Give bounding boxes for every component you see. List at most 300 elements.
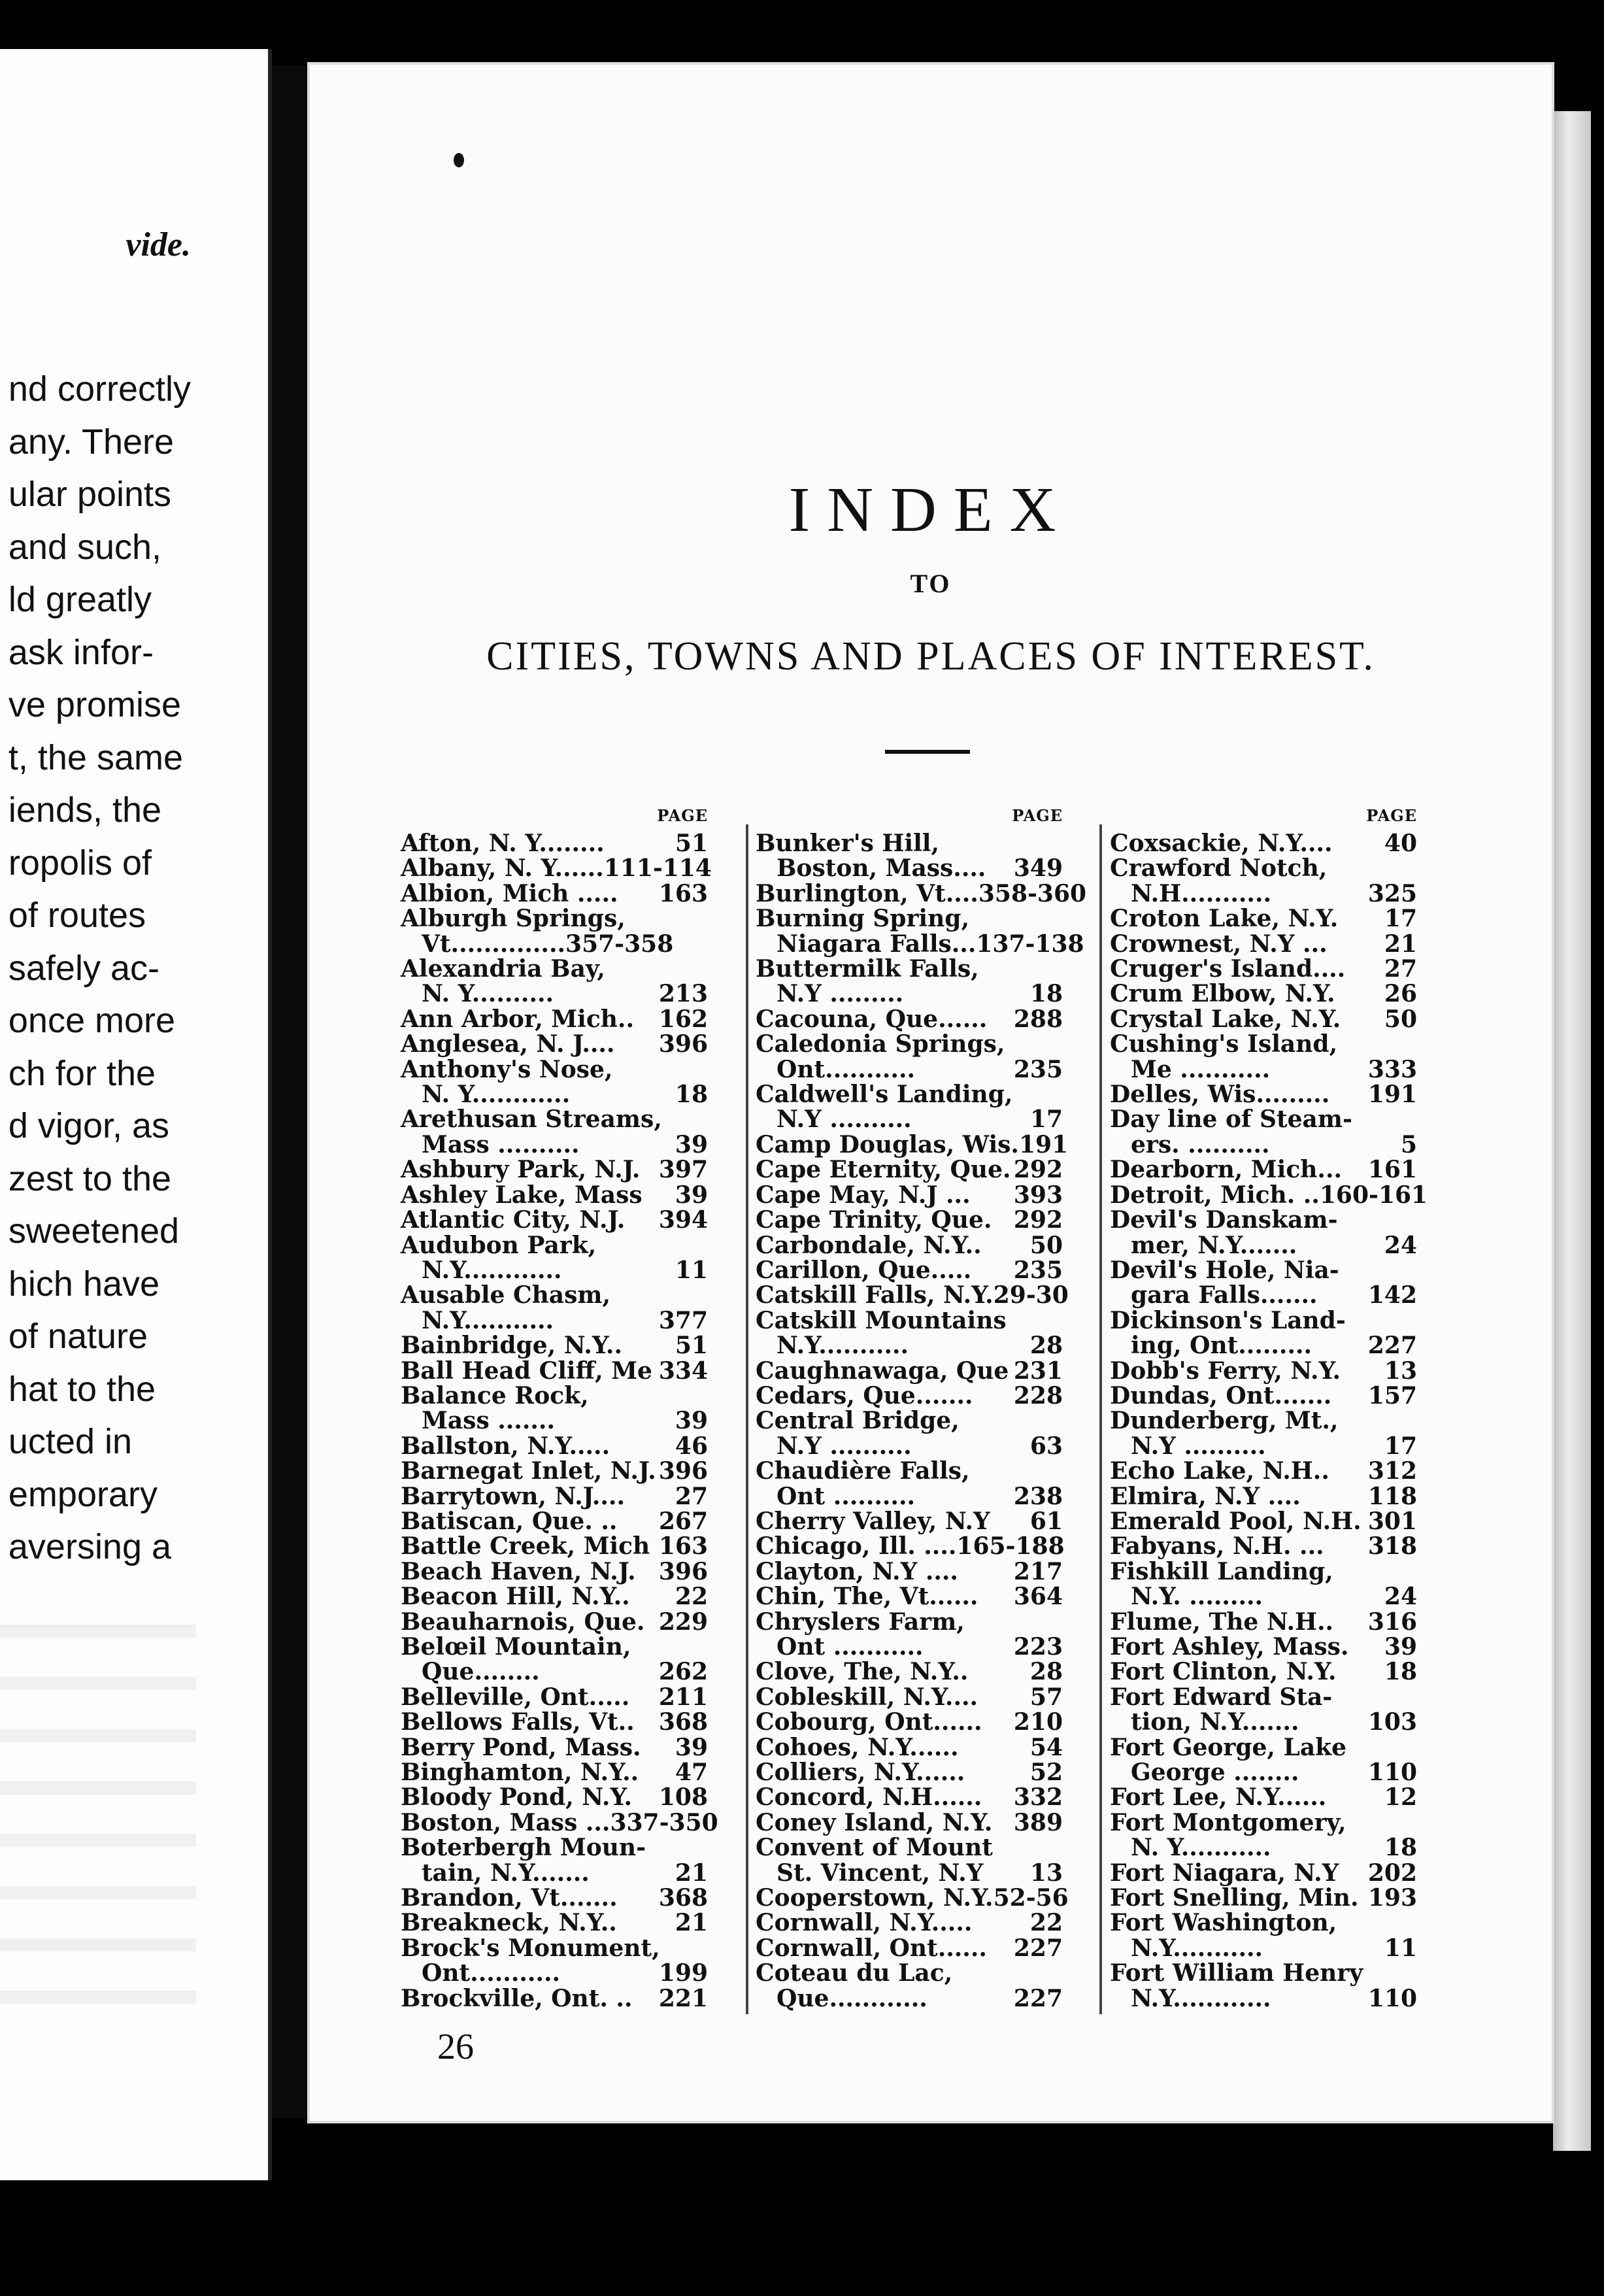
index-entry-name: Burning Spring, bbox=[756, 905, 969, 933]
index-entry bbox=[756, 1610, 1063, 1634]
index-entry-page: 318 bbox=[1367, 1532, 1417, 1561]
index-entry-page: 51 bbox=[675, 830, 708, 857]
index-entry-name: Albany, N. Y......111-114 bbox=[401, 854, 712, 883]
index-entry bbox=[756, 1207, 1063, 1232]
index-entry bbox=[401, 1559, 708, 1584]
index-entry-page: 18 bbox=[1384, 1658, 1417, 1686]
index-entry bbox=[756, 1659, 1063, 1684]
ink-mark bbox=[454, 153, 464, 167]
index-entry bbox=[401, 1057, 708, 1082]
index-entry bbox=[756, 856, 1063, 881]
index-entry-name: Anthony's Nose, bbox=[401, 1055, 613, 1083]
index-entry bbox=[756, 1861, 1063, 1885]
index-entry-name: Afton, N. Y........ bbox=[401, 830, 605, 857]
index-entry bbox=[1110, 1157, 1417, 1182]
index-entry bbox=[401, 1986, 708, 2011]
index-entry-page: 227 bbox=[1013, 1934, 1063, 1962]
index-entry-page: 110 bbox=[1367, 1984, 1417, 2012]
index-entry-name: Dickinson's Land- bbox=[1110, 1306, 1346, 1334]
index-entry bbox=[401, 1183, 708, 1207]
left-page-line: ch for the bbox=[8, 1053, 156, 1093]
index-entry-page: 18 bbox=[1029, 980, 1063, 1008]
index-entry bbox=[756, 1986, 1063, 2011]
index-entry-name: Elmira, N.Y .... bbox=[1110, 1482, 1301, 1510]
index-entry-name: Caughnawaga, Que bbox=[756, 1357, 1009, 1385]
index-entry bbox=[756, 1130, 1069, 1158]
index-entry bbox=[401, 1233, 708, 1258]
index-entry-name: Cherry Valley, N.Y bbox=[756, 1507, 990, 1535]
index-entry-name: Flume, The N.H.. bbox=[1110, 1608, 1334, 1636]
index-entry bbox=[1110, 906, 1417, 931]
index-entry-name: Cape Eternity, Que. bbox=[756, 1156, 1011, 1184]
index-entry bbox=[401, 1634, 708, 1659]
left-page-line: once more bbox=[8, 1001, 176, 1040]
index-entry-page: 142 bbox=[1367, 1281, 1417, 1309]
index-entry-name: Me ........... bbox=[1131, 1055, 1271, 1083]
index-entry-name: Day line of Steam- bbox=[1110, 1106, 1352, 1134]
column-divider bbox=[1099, 824, 1102, 2014]
index-entry bbox=[756, 1810, 1063, 1835]
index-entry-page: 22 bbox=[1029, 1909, 1063, 1937]
index-entry-name: Bunker's Hill, bbox=[756, 830, 939, 857]
index-entry bbox=[756, 1735, 1063, 1760]
index-entry bbox=[756, 1785, 1063, 1810]
index-entry-name: Audubon Park, bbox=[401, 1231, 597, 1259]
index-entry-page: 157 bbox=[1367, 1381, 1417, 1410]
index-entry bbox=[756, 1835, 1063, 1860]
index-entry bbox=[401, 1885, 708, 1910]
index-entry-page: 211 bbox=[658, 1683, 708, 1711]
column-divider bbox=[746, 824, 748, 2014]
left-page-lines bbox=[8, 363, 191, 1574]
index-entry-name: Belleville, Ont..... bbox=[401, 1683, 630, 1711]
page-title: INDEX bbox=[788, 475, 1073, 545]
index-entry-name: Cooperstown, N.Y. bbox=[756, 1884, 994, 1912]
title-to: TO bbox=[910, 569, 952, 598]
index-entry bbox=[401, 1408, 708, 1433]
index-entry bbox=[756, 956, 1063, 981]
index-entry bbox=[756, 1258, 1063, 1283]
index-entry-page: 161 bbox=[1367, 1156, 1417, 1184]
index-entry-name: Catskill Mountains bbox=[756, 1306, 1007, 1334]
left-page-line: emporary bbox=[8, 1474, 158, 1514]
index-entry bbox=[401, 1961, 708, 1985]
index-entry bbox=[401, 906, 708, 931]
index-entry-name: Coteau du Lac, bbox=[756, 1959, 953, 1987]
index-entry bbox=[756, 1760, 1063, 1785]
index-entry-name: Arethusan Streams, bbox=[401, 1106, 662, 1134]
index-entry bbox=[1110, 981, 1417, 1006]
index-entry-page: 17 bbox=[1384, 905, 1417, 933]
index-entry-page: 11 bbox=[1384, 1934, 1417, 1962]
index-entry bbox=[1110, 1082, 1417, 1107]
index-entry-name: Breakneck, N.Y.. bbox=[401, 1909, 617, 1937]
index-entry-page: 13 bbox=[1029, 1859, 1063, 1887]
index-entry-page: 288 bbox=[1013, 1005, 1063, 1033]
index-entry-name: Crawford Notch, bbox=[1110, 854, 1328, 883]
index-entry bbox=[1110, 1610, 1417, 1634]
index-entry-name: Coney Island, N.Y. bbox=[756, 1808, 993, 1836]
index-column-1 bbox=[401, 806, 718, 2012]
index-entry-name: Camp Douglas, Wis. bbox=[756, 1130, 1019, 1158]
index-entry bbox=[1110, 1107, 1417, 1132]
index-entry bbox=[756, 1884, 1069, 1912]
index-entry-name: Coxsackie, N.Y.... bbox=[1110, 830, 1333, 857]
index-entry-page: 334 bbox=[658, 1357, 708, 1385]
index-entry-name: Bloody Pond, N.Y. bbox=[401, 1783, 633, 1812]
index-entry bbox=[756, 1559, 1063, 1584]
index-entry bbox=[1110, 1032, 1417, 1056]
index-entry bbox=[401, 1710, 708, 1734]
index-entry-page: 193 bbox=[1367, 1884, 1417, 1912]
left-page-line: ask infor- bbox=[8, 632, 154, 672]
index-entry-page: 18 bbox=[1384, 1834, 1417, 1862]
index-entry-page: 235 bbox=[1013, 1256, 1063, 1284]
index-entry-name: Fort Washington, bbox=[1110, 1909, 1337, 1937]
index-entry bbox=[401, 1333, 708, 1358]
index-entry-page: 28 bbox=[1029, 1332, 1063, 1360]
index-entry bbox=[756, 1082, 1063, 1107]
index-entry bbox=[401, 1910, 708, 1935]
index-entry bbox=[401, 1785, 708, 1810]
left-page-line: hat to the bbox=[8, 1369, 156, 1409]
index-entry-name: Fort Clinton, N.Y. bbox=[1110, 1658, 1337, 1686]
index-entry-page: 227 bbox=[1013, 1984, 1063, 2012]
index-entry bbox=[1110, 1634, 1417, 1659]
index-entry bbox=[756, 1383, 1063, 1408]
index-entry-page: 61 bbox=[1029, 1507, 1063, 1535]
index-entry-name: Cornwall, Ont...... bbox=[756, 1934, 987, 1962]
index-entry-name: Colliers, N.Y...... bbox=[756, 1759, 965, 1787]
index-entry-name: Cushing's Island, bbox=[1110, 1030, 1338, 1058]
left-page-line: ve promise bbox=[8, 685, 181, 724]
left-page-line: t, the same bbox=[8, 737, 184, 777]
index-entry bbox=[756, 1961, 1063, 1985]
index-entry-page: 349 bbox=[1013, 854, 1063, 883]
index-entry bbox=[1110, 1835, 1417, 1860]
left-page-line: iends, the bbox=[8, 790, 162, 830]
index-entry bbox=[401, 1258, 708, 1283]
index-entry bbox=[756, 1584, 1063, 1609]
index-entry-name: Ann Arbor, Mich.. bbox=[401, 1005, 634, 1033]
index-column-3 bbox=[1110, 806, 1428, 2012]
index-entry bbox=[401, 1509, 708, 1534]
index-entry-name: Bellows Falls, Vt.. bbox=[401, 1708, 635, 1736]
index-entry bbox=[756, 1359, 1063, 1383]
index-entry bbox=[756, 1408, 1063, 1433]
index-entry-name: Dearborn, Mich... bbox=[1110, 1156, 1343, 1184]
index-entry-name: Fort Niagara, N.Y bbox=[1110, 1859, 1339, 1887]
index-entry bbox=[401, 1308, 708, 1333]
index-entry-name: Barnegat Inlet, N.J. bbox=[401, 1457, 656, 1485]
index-entry bbox=[1110, 1584, 1417, 1609]
index-entry-page: 163 bbox=[658, 879, 708, 907]
index-entry-name: Battle Creek, Mich bbox=[401, 1532, 650, 1561]
index-entry bbox=[1110, 1986, 1417, 2011]
index-entry-name: Fort Montgomery, bbox=[1110, 1808, 1346, 1836]
index-entry-name: Dundas, Ont....... bbox=[1110, 1381, 1332, 1410]
index-entry-page: 221 bbox=[658, 1984, 708, 2012]
index-entry-page: 22 bbox=[675, 1583, 708, 1611]
index-entry-name: Brandon, Vt....... bbox=[401, 1884, 618, 1912]
index-entry bbox=[1110, 956, 1417, 981]
index-entry-name: tain, N.Y....... bbox=[422, 1859, 590, 1887]
index-entry bbox=[756, 1183, 1063, 1207]
index-entry-page: 210 bbox=[1013, 1708, 1063, 1736]
index-entry bbox=[1110, 1534, 1417, 1559]
index-entry bbox=[756, 1459, 1063, 1483]
index-entry bbox=[756, 1685, 1063, 1710]
left-page-line: of routes bbox=[8, 896, 146, 935]
left-page-line: aversing a bbox=[8, 1527, 172, 1566]
index-entry bbox=[1110, 1132, 1417, 1157]
index-entry bbox=[756, 1057, 1063, 1082]
index-entry bbox=[401, 831, 708, 856]
index-entry bbox=[1110, 831, 1417, 856]
index-entry bbox=[756, 1710, 1063, 1734]
index-entry bbox=[401, 1383, 708, 1408]
index-entry-page: 26 bbox=[1384, 980, 1417, 1008]
index-entry-name: Crystal Lake, N.Y. bbox=[1110, 1005, 1341, 1033]
index-entry bbox=[1110, 1258, 1417, 1283]
index-entry-name: N.Y............ bbox=[1131, 1984, 1271, 2012]
index-entry-name: Brockville, Ont. .. bbox=[401, 1984, 633, 2012]
index-entry-page: 364 bbox=[1013, 1583, 1063, 1611]
index-entry-page: 332 bbox=[1013, 1783, 1063, 1812]
index-entry-page: 21 bbox=[1384, 930, 1417, 958]
index-entry bbox=[401, 1459, 708, 1483]
index-entry-page: 13 bbox=[1384, 1357, 1417, 1385]
index-entry-page: 301 bbox=[1367, 1507, 1417, 1535]
index-entry-name: Vt..............357-358 bbox=[422, 930, 674, 958]
index-entry bbox=[756, 831, 1063, 856]
index-entry-page: 17 bbox=[1029, 1106, 1063, 1134]
index-entry-page: 368 bbox=[658, 1708, 708, 1736]
index-entry-name: Caledonia Springs, bbox=[756, 1030, 1005, 1058]
index-entry-name: Cobourg, Ont...... bbox=[756, 1708, 982, 1736]
index-entry bbox=[1110, 1333, 1417, 1358]
index-entry bbox=[1110, 1710, 1417, 1734]
index-entry bbox=[1110, 1961, 1417, 1985]
index-entry-page: 228 bbox=[1013, 1381, 1063, 1410]
right-page bbox=[307, 62, 1554, 2123]
index-entry-page: 108 bbox=[658, 1783, 708, 1812]
index-entry-name: N. Y.......... bbox=[422, 980, 554, 1008]
index-entry bbox=[401, 1659, 708, 1684]
index-entry bbox=[1110, 1861, 1417, 1885]
index-entry bbox=[401, 881, 708, 906]
index-entry-name: Boston, Mass ... bbox=[401, 1808, 610, 1836]
index-entry bbox=[1110, 1484, 1417, 1509]
page-edge bbox=[1553, 111, 1591, 2151]
index-entry-name: Chin, The, Vt...... bbox=[756, 1583, 978, 1611]
index-entry-page: 333 bbox=[1367, 1055, 1417, 1083]
index-entry-page: 394 bbox=[658, 1206, 708, 1234]
index-entry bbox=[756, 1936, 1063, 1961]
index-entry-page: 213 bbox=[658, 980, 708, 1008]
index-entry-page: 18 bbox=[675, 1081, 708, 1109]
index-entry-name: Crum Elbow, N.Y. bbox=[1110, 980, 1335, 1008]
index-entry-page: 229 bbox=[658, 1608, 708, 1636]
index-entry bbox=[1110, 1760, 1417, 1785]
index-entry-page: 396 bbox=[658, 1557, 708, 1585]
index-entry bbox=[401, 1735, 708, 1760]
index-entry-name: Dunderberg, Mt., bbox=[1110, 1407, 1339, 1435]
index-entry-page: 12 bbox=[1384, 1783, 1417, 1812]
index-entry-name: N.Y. ......... bbox=[1131, 1583, 1263, 1611]
index-entry-name: N.Y .......... bbox=[1131, 1432, 1266, 1460]
index-entry-name: Beach Haven, N.J. bbox=[401, 1557, 636, 1585]
index-entry-name: Beacon Hill, N.Y.. bbox=[401, 1583, 630, 1611]
index-entry-page: 202 bbox=[1367, 1859, 1417, 1887]
index-entry-name: N.Y........... bbox=[1131, 1934, 1263, 1962]
left-page-line: zest to the bbox=[8, 1158, 172, 1198]
index-entry bbox=[1110, 1007, 1417, 1032]
index-entry-page: 199 bbox=[658, 1959, 708, 1987]
left-page-line: ular points bbox=[8, 475, 172, 514]
index-entry bbox=[1110, 1735, 1417, 1760]
index-entry-page: 28 bbox=[1029, 1658, 1063, 1686]
index-entry-page: 397 bbox=[658, 1156, 708, 1184]
index-entry-page: 63 bbox=[1029, 1432, 1063, 1460]
index-entry-name: Central Bridge, bbox=[756, 1407, 960, 1435]
index-entry bbox=[1110, 1434, 1417, 1459]
index-entry-name: Ballston, N.Y..... bbox=[401, 1432, 610, 1460]
index-entry bbox=[401, 1808, 718, 1836]
index-entry-page: 377 bbox=[658, 1306, 708, 1334]
index-entry-page: 389 bbox=[1013, 1808, 1063, 1836]
index-entry-page: 118 bbox=[1367, 1482, 1417, 1510]
index-entry-page: 231 bbox=[1013, 1357, 1063, 1385]
index-entry-page: 396 bbox=[658, 1457, 708, 1485]
index-entry bbox=[756, 1157, 1063, 1182]
index-entry-name: Chryslers Farm, bbox=[756, 1608, 965, 1636]
index-entry-name: Ont........... bbox=[777, 1055, 916, 1083]
index-entry bbox=[756, 906, 1063, 931]
index-entry-name: Alburgh Springs, bbox=[401, 905, 626, 933]
index-entry-page: 11 bbox=[675, 1256, 708, 1284]
index-entry-name: Cape May, N.J ... bbox=[756, 1181, 971, 1209]
index-entry bbox=[401, 1032, 708, 1056]
index-entry-name: Cobleskill, N.Y.... bbox=[756, 1683, 978, 1711]
index-entry bbox=[756, 1509, 1063, 1534]
index-entry-name: N.Y ......... bbox=[777, 980, 904, 1008]
index-entry bbox=[1110, 1936, 1417, 1961]
index-entry-name: Brock's Monument, bbox=[401, 1934, 660, 1962]
index-entry bbox=[401, 1584, 708, 1609]
index-entry-page: 292 bbox=[1013, 1156, 1063, 1184]
column-header-page: PAGE bbox=[657, 806, 708, 825]
index-entry-name: N. Y............ bbox=[422, 1081, 571, 1109]
index-entry-name: Echo Lake, N.H.. bbox=[1110, 1457, 1329, 1485]
index-entry bbox=[1110, 932, 1417, 956]
index-entry-name: Chaudière Falls, bbox=[756, 1457, 970, 1485]
index-entry-name: Beauharnois, Que. bbox=[401, 1608, 645, 1636]
index-entry bbox=[401, 1760, 708, 1785]
index-entry-name: Crownest, N.Y ... bbox=[1110, 930, 1328, 958]
index-entry bbox=[756, 1233, 1063, 1258]
index-entry-name: Fort George, Lake bbox=[1110, 1733, 1346, 1761]
index-entry-page: 217 bbox=[1013, 1557, 1063, 1585]
index-entry bbox=[1110, 1910, 1417, 1935]
index-entry-name: Alexandria Bay, bbox=[401, 955, 605, 983]
column-header-page: PAGE bbox=[1366, 806, 1417, 825]
index-entry-name: N.Y .......... bbox=[777, 1106, 912, 1134]
index-entry-page: 21 bbox=[675, 1859, 708, 1887]
index-entry-page: 262 bbox=[658, 1658, 708, 1686]
index-entry bbox=[401, 956, 708, 981]
index-entry-name: Que............ bbox=[777, 1984, 927, 2012]
page-number: 26 bbox=[437, 2027, 474, 2067]
index-entry-page: 17 bbox=[1384, 1432, 1417, 1460]
index-entry-name: Que........ bbox=[422, 1658, 540, 1686]
index-entry bbox=[401, 1685, 708, 1710]
index-entry-name: Ashbury Park, N.J. bbox=[401, 1156, 641, 1184]
index-entry-page: 39 bbox=[675, 1181, 708, 1209]
index-entry-name: N.Y........... bbox=[422, 1306, 554, 1334]
index-entry-page: 39 bbox=[1384, 1633, 1417, 1661]
index-entry-page: 396 bbox=[658, 1030, 708, 1058]
index-entry bbox=[401, 1207, 708, 1232]
index-entry bbox=[1110, 856, 1417, 881]
index-entry bbox=[756, 1910, 1063, 1935]
index-entry-page: 337-350 bbox=[610, 1808, 718, 1836]
index-entry-name: Devil's Danskam- bbox=[1110, 1206, 1338, 1234]
index-entry-name: Boston, Mass.... bbox=[777, 854, 986, 883]
index-entry-page: 316 bbox=[1367, 1608, 1417, 1636]
index-entry-name: Ausable Chasm, bbox=[401, 1281, 611, 1309]
index-entry-name: Fort Edward Sta- bbox=[1110, 1683, 1333, 1711]
index-entry bbox=[401, 1610, 708, 1634]
index-entry-name: Concord, N.H...... bbox=[756, 1783, 982, 1812]
index-entry-name: Clove, The, N.Y.. bbox=[756, 1658, 969, 1686]
index-entry-name: Detroit, Mich. ..160-161 bbox=[1110, 1181, 1428, 1209]
left-page-line: of nature bbox=[8, 1317, 148, 1356]
index-entry-name: Chicago, Ill. ....165-188 bbox=[756, 1532, 1065, 1561]
index-entry-name: tion, N.Y....... bbox=[1131, 1708, 1299, 1736]
index-entry-name: N. Y........... bbox=[1131, 1834, 1271, 1862]
index-entry-page: 39 bbox=[675, 1733, 708, 1761]
index-entry-name: Bainbridge, N.Y.. bbox=[401, 1332, 622, 1360]
left-page-line: ucted in bbox=[8, 1422, 133, 1461]
index-entry-name: Ashley Lake, Mass bbox=[401, 1181, 643, 1209]
left-page-line: ld greatly bbox=[8, 580, 152, 619]
index-entry bbox=[1110, 1359, 1417, 1383]
index-entry-name: mer, N.Y....... bbox=[1131, 1231, 1297, 1259]
index-entry bbox=[756, 1107, 1063, 1132]
index-entry-page: 52 bbox=[1029, 1759, 1063, 1787]
index-entry-name: Fort Snelling, Min. bbox=[1110, 1884, 1359, 1912]
index-entry-page: 52-56 bbox=[993, 1884, 1069, 1912]
index-entry bbox=[401, 1082, 708, 1107]
index-entry-name: Buttermilk Falls, bbox=[756, 955, 979, 983]
index-entry-name: Berry Pond, Mass. bbox=[401, 1733, 641, 1761]
index-entry bbox=[756, 1484, 1063, 1509]
index-entry-name: Fabyans, N.H. ... bbox=[1110, 1532, 1324, 1561]
index-entry bbox=[1110, 1408, 1417, 1433]
index-entry-name: gara Falls....... bbox=[1131, 1281, 1318, 1309]
index-entry bbox=[756, 1032, 1063, 1056]
index-entry-name: Anglesea, N. J.... bbox=[401, 1030, 615, 1058]
index-entry bbox=[401, 1283, 708, 1308]
index-entry-name: Fishkill Landing, bbox=[1110, 1557, 1333, 1585]
index-entry-name: Dobb's Ferry, N.Y. bbox=[1110, 1357, 1341, 1385]
title-rule bbox=[885, 750, 970, 754]
index-entry-page: 191 bbox=[1367, 1081, 1417, 1109]
index-entry-page: 21 bbox=[675, 1909, 708, 1937]
index-column-2 bbox=[756, 806, 1087, 2012]
index-entry-name: Catskill Falls, N.Y. bbox=[756, 1281, 994, 1309]
